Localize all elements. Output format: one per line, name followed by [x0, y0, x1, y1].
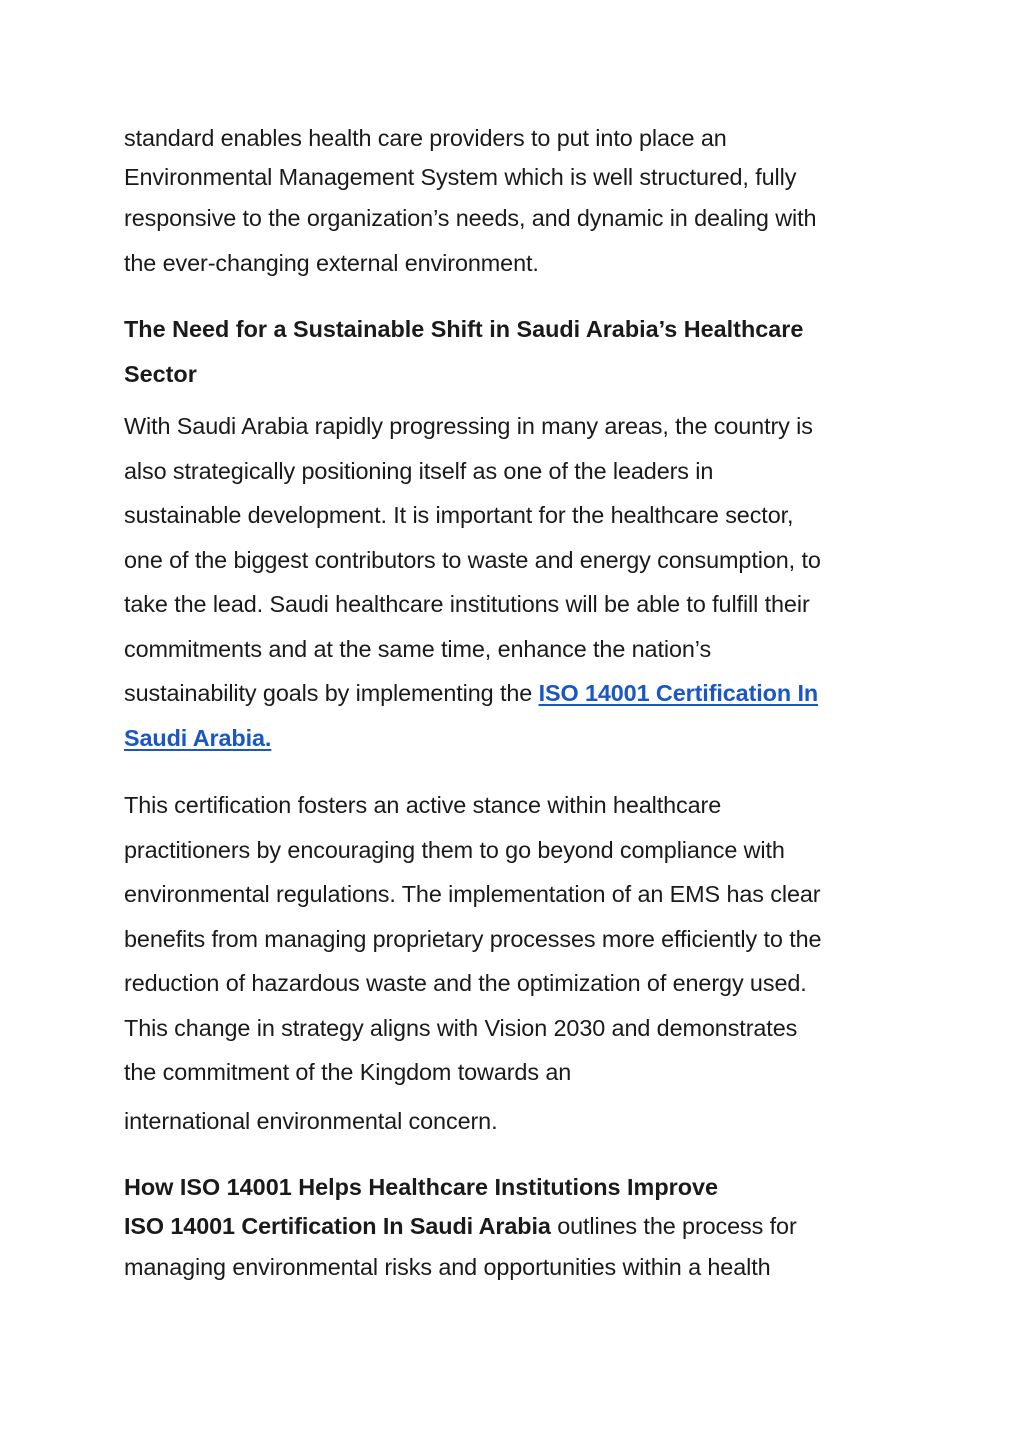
cert-line-8: international environmental concern.	[124, 1107, 498, 1134]
cert-line-6: This change in strategy aligns with Vision 2030 and demonstrates	[124, 1014, 798, 1041]
how-line-1	[124, 1207, 904, 1245]
need-paragraph	[124, 404, 904, 760]
need-line-3: sustainable development. It is important for the healthcare sector,	[124, 502, 794, 528]
cert-line-5: reduction of hazardous waste and the optimization of energy used.	[124, 970, 807, 996]
intro-paragraph	[124, 118, 904, 285]
how-lead-rest: outlines the process for	[550, 1213, 797, 1239]
need-line-6: commitments and at the same time, enhance the nation’s	[124, 635, 712, 662]
intro-line-1: standard enables health care providers to put into place an	[124, 125, 727, 151]
cert-line-3: environmental regulations. The implementation of an EMS has clear	[124, 881, 821, 907]
need-line-8	[124, 716, 904, 761]
page-content	[124, 118, 904, 1290]
cert-line-7: the commitment of the Kingdom towards an	[124, 1059, 572, 1085]
need-line-1: With Saudi Arabia rapidly progressing in many areas, the country is	[124, 413, 813, 439]
cert-line-2: practitioners by encouraging them to go beyond compliance with	[124, 836, 785, 863]
need-line-7-text: sustainability goals by implementing the	[124, 680, 539, 706]
cert-line-4: benefits from managing proprietary processes more efficiently to the	[124, 925, 822, 952]
need-line-7	[124, 671, 904, 716]
iso-14001-link-part-2[interactable]: Saudi Arabia.	[124, 724, 272, 751]
iso-14001-link-part-1[interactable]: ISO 14001 Certification In	[538, 680, 819, 706]
intro-line-4: the ever-changing external environment.	[124, 249, 539, 276]
how-line-2: managing environmental risks and opportunities within a health	[124, 1254, 771, 1280]
need-line-5: take the lead. Saudi healthcare institutions will be able to fulfill their	[124, 591, 810, 617]
need-line-4: one of the biggest contributors to waste and energy consumption, to	[124, 546, 821, 573]
need-line-2: also strategically positioning itself as one of the leaders in	[124, 457, 714, 484]
certification-paragraph	[124, 783, 904, 1143]
need-heading-line-2: Sector	[124, 360, 197, 387]
intro-line-2: Environmental Management System which is well structured, fully	[124, 164, 797, 190]
intro-line-3: responsive to the organization’s needs, and dynamic in dealing with	[124, 205, 817, 231]
how-bold-lead: ISO 14001 Certification In Saudi Arabia	[124, 1213, 551, 1239]
how-section-heading: How ISO 14001 Helps Healthcare Institutions Improve	[124, 1174, 719, 1200]
need-section-heading	[124, 307, 904, 396]
cert-line-1: This certification fosters an active stance within healthcare	[124, 792, 722, 818]
need-heading-line-1: The Need for a Sustainable Shift in Saudi Arabia’s Healthcare	[124, 316, 804, 342]
how-paragraph	[124, 1207, 904, 1290]
